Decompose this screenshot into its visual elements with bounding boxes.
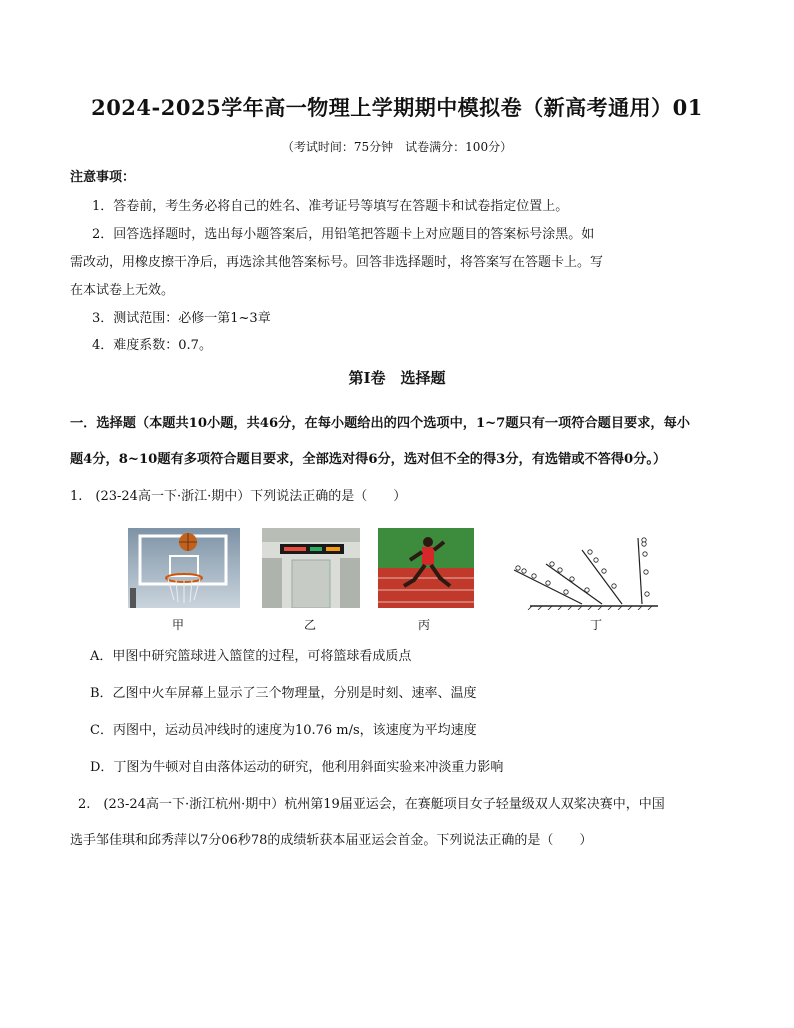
section-instruction-line-1: 一．选择题（本题共10小题，共46分，在每小题给出的四个选项中，1~7题只有一项符合题目要求，每小 [70,416,690,431]
figure-label-bing: 丙 [417,618,430,632]
notice-item-2-line-1: 2．回答选择题时，选出每小题答案后，用铅笔把答题卡上对应题目的答案标号涂黑。如 [92,227,595,242]
figure-label-yi: 乙 [303,618,316,632]
question-1-option-c: C．丙图中，运动员冲线时的速度为10.76 m/s，该速度为平均速度 [90,723,477,738]
question-1-stem: 1. (23-24高一下·浙江·期中）下列说法正确的是（ ） [70,489,407,504]
notice-item-4: 4．难度系数：0.7。 [92,338,212,353]
notice-item-3: 3．测试范围：必修一第1~3章 [92,311,271,326]
question-2-stem-line-1: 2. (23-24高一下·浙江杭州·期中）杭州第19届亚运会，在赛艇项目女子轻量级双人双桨决赛中，中国 [78,797,665,812]
exam-info: （考试时间：75分钟 试卷满分：100分） [281,140,513,154]
notice-heading: 注意事项： [70,170,136,185]
figure-yi-train-screen [262,528,360,608]
page-title: 2024-2025学年高一物理上学期期中模拟卷（新高考通用）01 [91,95,703,120]
section-title: 第Ⅰ卷 选择题 [348,369,446,387]
question-1-option-b: B．乙图中火车屏幕上显示了三个物理量，分别是时刻、速率、温度 [90,686,477,701]
question-1-option-a: A．甲图中研究篮球进入篮筐的过程，可将篮球看成质点 [90,649,412,664]
section-instruction-line-2: 题4分，8~10题有多项符合题目要求，全部选对得6分，选对但不全的得3分，有选错或不答得0分。） [70,452,667,467]
figure-bing-sprinter [378,528,474,608]
figure-label-jia: 甲 [171,618,184,632]
figure-jia-basketball [128,528,240,608]
notice-item-2-line-2: 需改动，用橡皮擦干净后，再选涂其他答案标号。回答非选择题时，将答案写在答题卡上。写 [70,255,604,270]
figure-label-ding: 丁 [589,618,602,632]
notice-item-2-line-3: 在本试卷上无效。 [70,283,175,298]
figure-ding-inclined-planes [510,520,660,610]
question-1-option-d: D．丁图为牛顿对自由落体运动的研究，他利用斜面实验来冲淡重力影响 [90,760,504,775]
notice-item-1: 1．答卷前，考生务必将自己的姓名、准考证号等填写在答题卡和试卷指定位置上。 [92,199,569,214]
question-2-stem-line-2: 选手邹佳琪和邱秀萍以7分06秒78的成绩斩获本届亚运会首金。下列说法正确的是（ ） [70,833,593,848]
